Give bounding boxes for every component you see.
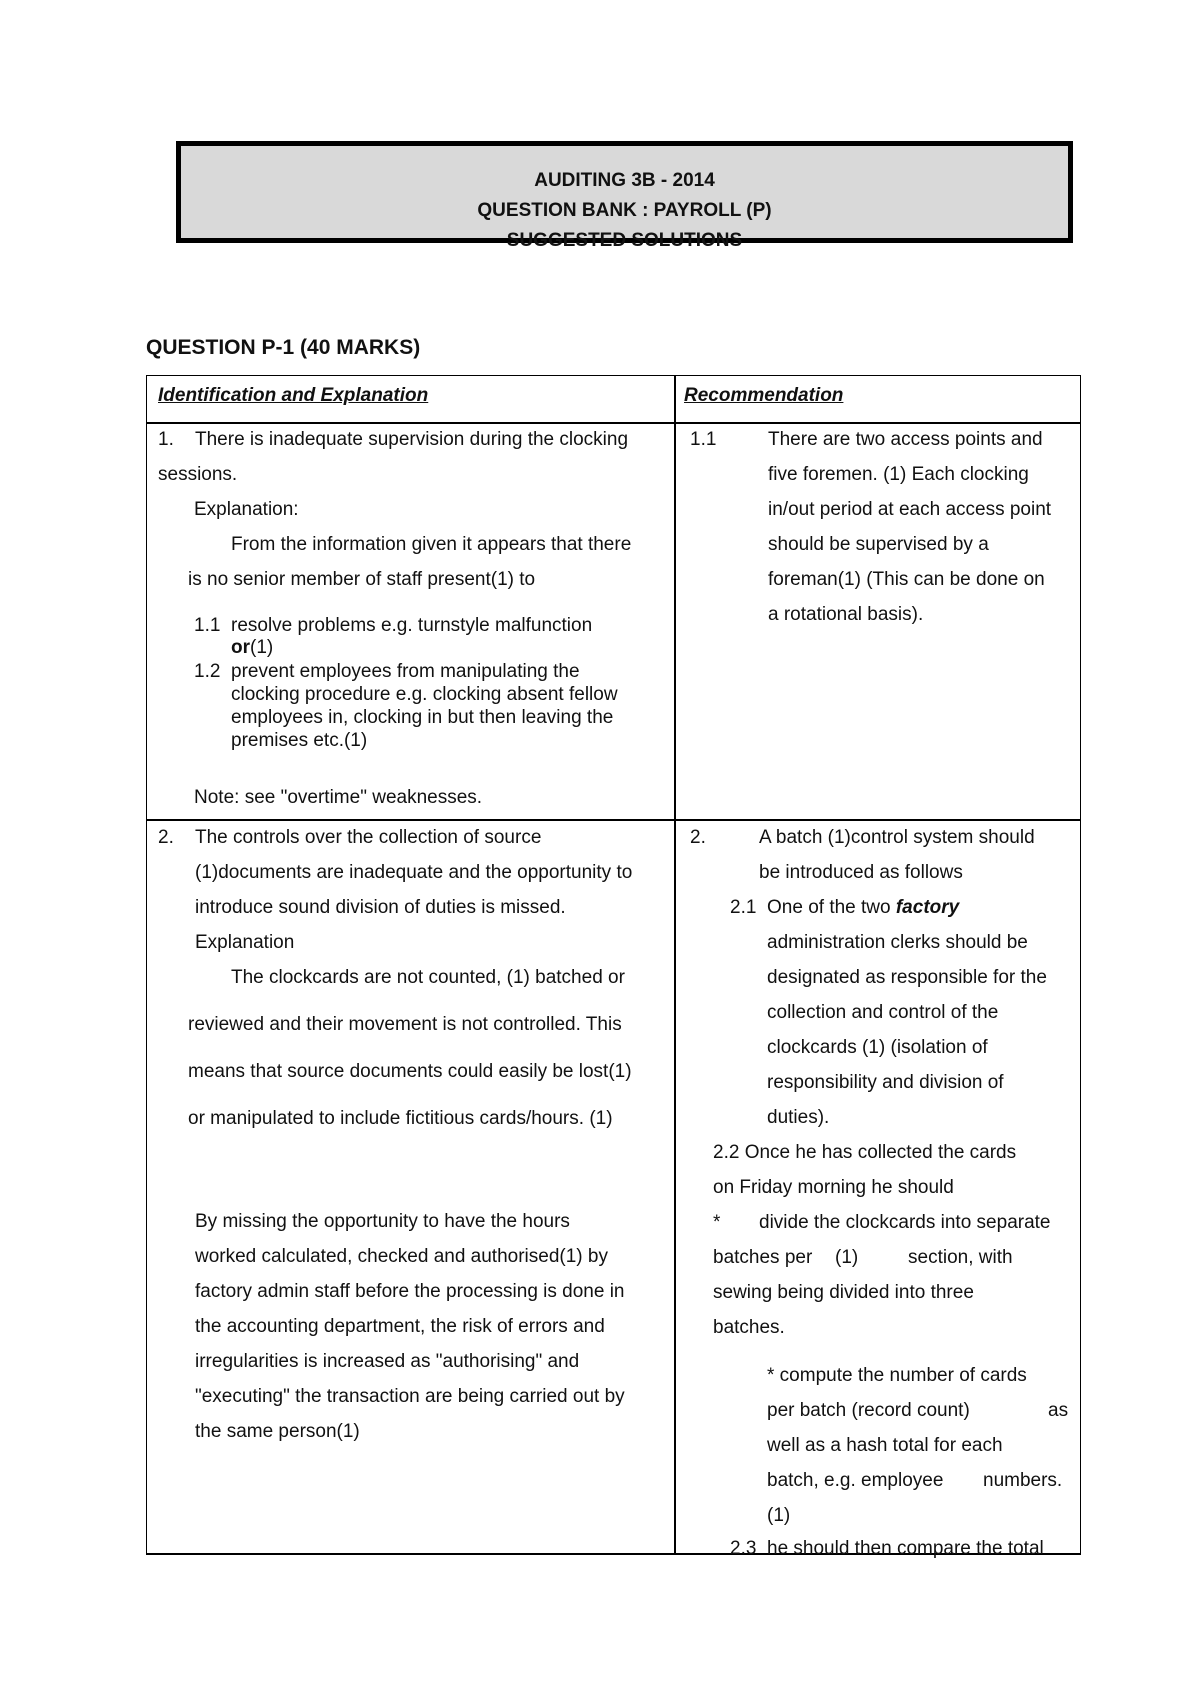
r1-right-num: 1.1 xyxy=(690,429,717,450)
r1-note: Note: see "overtime" weaknesses. xyxy=(194,787,483,808)
r2-b2-l2a: per batch (record count) xyxy=(767,1400,970,1421)
r1-right-l6: a rotational basis). xyxy=(768,604,924,625)
r2-b1-l3: sewing being divided into three xyxy=(713,1282,974,1303)
r2-s21-line1 xyxy=(767,898,959,917)
r2-b1-l4: batches. xyxy=(713,1317,785,1338)
r2-s21-num: 2.1 xyxy=(730,897,757,918)
r2-right-num: 2. xyxy=(690,827,706,848)
r1-right-l5: foreman(1) (This can be done on xyxy=(768,569,1045,590)
r2-b1-l1: divide the clockcards into separate xyxy=(759,1212,1051,1233)
r2-s21-factory: factory xyxy=(895,897,960,918)
r1-right-l4: should be supervised by a xyxy=(768,534,989,555)
question-heading: QUESTION P-1 (40 MARKS) xyxy=(146,336,421,359)
row-divider xyxy=(147,819,1080,821)
r1-left-num: 1. xyxy=(158,429,174,450)
r2-q6: "executing" the transaction are being carried out by xyxy=(195,1386,625,1407)
r2-s23-num: 2.3 xyxy=(730,1538,757,1559)
r2-explanation-label: Explanation xyxy=(195,932,295,953)
r2-s21-l3: designated as responsible for the xyxy=(767,967,1047,988)
r2-s21-l7: duties). xyxy=(767,1107,830,1128)
r2-s21-l5: clockcards (1) (isolation of xyxy=(767,1037,988,1058)
r2-left-l3: introduce sound division of duties is missed. xyxy=(195,897,566,918)
r2-b2-l1: * compute the number of cards xyxy=(767,1365,1027,1386)
r2-p4: or manipulated to include fictitious cards/hours. (1) xyxy=(188,1108,613,1129)
r2-b1-l2a: batches per xyxy=(713,1247,813,1268)
r2-b1-l2c: section, with xyxy=(908,1247,1013,1268)
r2-b2-l3: well as a hash total for each xyxy=(767,1435,1003,1456)
title-line-solutions: SUGGESTED SOLUTIONS xyxy=(506,230,743,251)
r1-para2: is no senior member of staff present(1) to xyxy=(188,569,536,590)
r2-s21-l4: collection and control of the xyxy=(767,1002,999,1023)
r1-para1: From the information given it appears that there xyxy=(231,534,632,555)
header-recommendation: Recommendation xyxy=(684,385,844,406)
r2-right-l1: A batch (1)control system should xyxy=(759,827,1035,848)
r2-s21-a: One of the two xyxy=(767,897,891,918)
r2-left-num: 2. xyxy=(158,827,174,848)
r2-right-l2: be introduced as follows xyxy=(759,862,963,883)
title-line-bank: QUESTION BANK : PAYROLL (P) xyxy=(477,200,772,221)
r1-item2-l3: employees in, clocking in but then leaving the xyxy=(231,707,614,728)
r2-p3: means that source documents could easily be lost(1) xyxy=(188,1061,632,1082)
r2-q3: factory admin staff before the processing is done in xyxy=(195,1281,625,1302)
solution-table xyxy=(146,375,1081,1559)
r1-item2-l4: premises etc.(1) xyxy=(231,730,368,751)
r2-q7: the same person(1) xyxy=(195,1421,360,1442)
r1-right-l3: in/out period at each access point xyxy=(768,499,1052,520)
r2-s21-l6: responsibility and division of xyxy=(767,1072,1004,1093)
r2-p1: The clockcards are not counted, (1) batched or xyxy=(231,967,625,988)
header-row-divider xyxy=(147,422,1080,424)
r1-right-l1: There are two access points and xyxy=(768,429,1043,450)
r2-s21-l2: administration clerks should be xyxy=(767,932,1028,953)
r1-item1-mark: (1) xyxy=(250,637,274,658)
r1-item2-l1: prevent employees from manipulating the xyxy=(231,661,580,682)
r2-left-l2: (1)documents are inadequate and the opportunity to xyxy=(195,862,633,883)
r2-left-l1: The controls over the collection of source xyxy=(195,827,542,848)
r1-item2-l2: clocking procedure e.g. clocking absent fellow xyxy=(231,684,618,705)
document-title-box xyxy=(176,141,1073,251)
r1-left-line2: sessions. xyxy=(158,464,238,485)
r2-s22-l2: on Friday morning he should xyxy=(713,1177,954,1198)
r2-b2-l4b: numbers. xyxy=(983,1470,1063,1491)
r1-item2-num: 1.2 xyxy=(194,661,221,682)
r2-b2-l2b: as xyxy=(1048,1400,1069,1421)
r1-item1-num: 1.1 xyxy=(194,615,221,636)
r2-b1-l2b: (1) xyxy=(835,1247,859,1268)
r1-item1-or: or xyxy=(231,637,250,658)
r2-q5: irregularities is increased as "authorising" and xyxy=(195,1351,580,1372)
column-divider xyxy=(674,376,676,1553)
r2-q1: By missing the opportunity to have the hours xyxy=(195,1211,570,1232)
r2-s23-text: he should then compare the total xyxy=(767,1538,1044,1559)
r1-left-line1: There is inadequate supervision during the clocking xyxy=(195,429,629,450)
r1-item1-text: resolve problems e.g. turnstyle malfunction xyxy=(231,615,593,636)
r2-b1-star: * xyxy=(713,1212,721,1233)
r2-q4: the accounting department, the risk of errors and xyxy=(195,1316,605,1337)
header-identification: Identification and Explanation xyxy=(158,385,429,406)
title-line-course: AUDITING 3B - 2014 xyxy=(534,170,715,191)
r1-right-l2: five foremen. (1) Each clocking xyxy=(768,464,1029,485)
r1-explanation-label: Explanation: xyxy=(194,499,299,520)
r2-s22-l1: 2.2 Once he has collected the cards xyxy=(713,1142,1017,1163)
r1-item1-mark-line xyxy=(231,638,273,657)
r2-p2: reviewed and their movement is not controlled. This xyxy=(188,1014,622,1035)
r2-b2-l4a: batch, e.g. employee xyxy=(767,1470,944,1491)
r2-q2: worked calculated, checked and authorised(1) by xyxy=(195,1246,608,1267)
r2-b2-l5: (1) xyxy=(767,1505,791,1526)
